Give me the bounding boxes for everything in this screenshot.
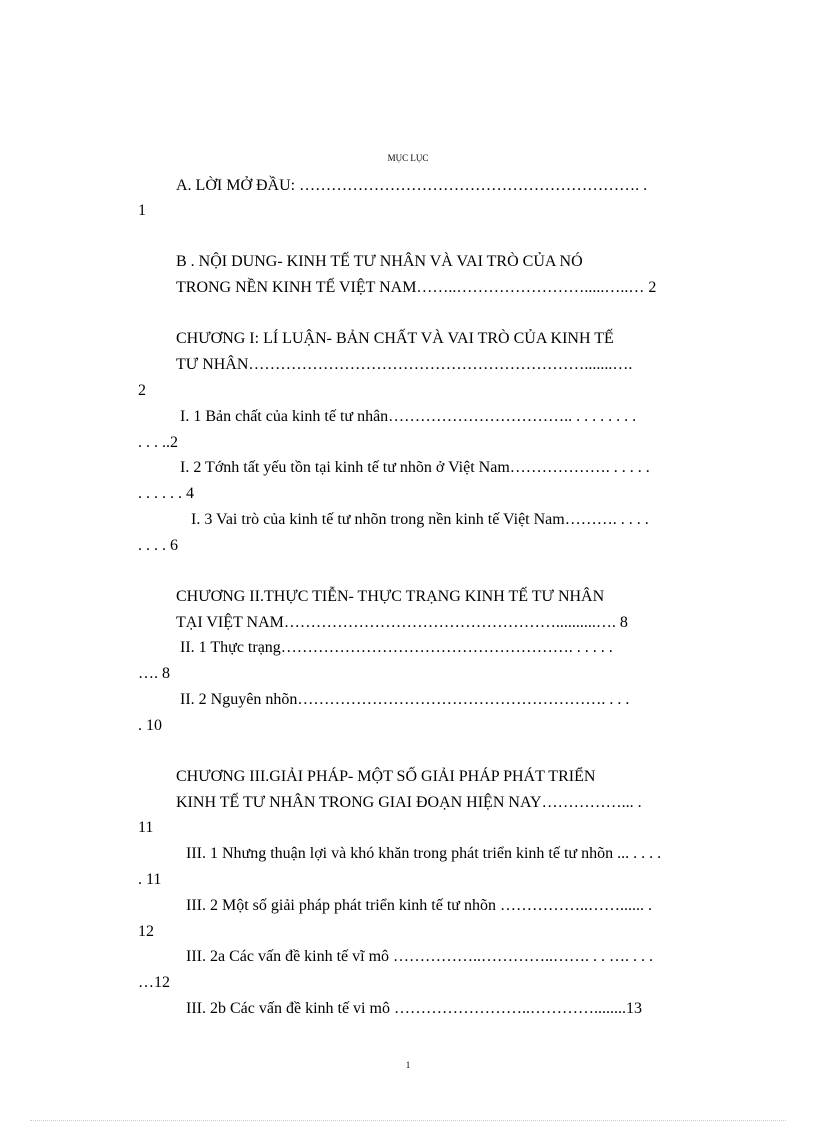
toc-entry-3-2b: III. 2b Các vấn đề kinh tế vi mô ……………………..…………........13 <box>186 1000 642 1017</box>
toc-entry-chuong-2: CHƯƠNG II.THỰC TIỄN- THỰC TRẠNG KINH TẾ TƯ NHÂN <box>176 588 605 605</box>
toc-entry-page: 1 <box>138 202 146 219</box>
toc-entry-page: . . . ..2 <box>138 434 178 451</box>
toc-entry-page: …12 <box>138 974 170 991</box>
toc-entry-page: …. 8 <box>138 665 170 682</box>
toc-entry-2-2: II. 2 Nguyên nhõn…………………………………………………. . . . <box>180 691 630 708</box>
toc-entry-3-2: III. 2 Một số giải pháp phát triển kinh tế tư nhõn ……………..……...... . <box>186 897 652 914</box>
toc-entry-page: 12 <box>138 923 154 940</box>
toc-entry-page: . . . . . . 4 <box>138 485 194 502</box>
toc-entry-3-2a: III. 2a Các vấn đề kinh tế vĩ mô ……………..…………..……. . . …. . . . <box>186 948 654 965</box>
toc-entry-page: . . . . 6 <box>138 537 178 554</box>
toc-entry-chuong-2-cont: TẠI VIỆT NAM……………………………………………..........…. 8 <box>176 614 628 631</box>
toc-entry-1-3: I. 3 Vai trò của kinh tế tư nhõn trong nền kinh tế Việt Nam………. . . . . <box>191 511 649 528</box>
toc-entry-page: . 10 <box>138 717 162 734</box>
toc-entry-noi-dung: B . NỘI DUNG- KINH TẾ TƯ NHÂN VÀ VAI TRÒ CỦA NÓ <box>176 253 583 270</box>
toc-entry-chuong-1-cont: TƯ NHÂN……………………………………………………….......…. <box>176 356 633 373</box>
toc-entry-chuong-3-cont: KINH TẾ TƯ NHÂN TRONG GIAI ĐOẠN HIỆN NAY……………... . <box>176 794 642 811</box>
page-bottom-divider <box>30 1120 786 1121</box>
toc-entry-page: . 11 <box>138 871 162 888</box>
page-number: 1 <box>405 1060 411 1070</box>
toc-entry-page: 11 <box>138 819 154 836</box>
toc-entry-chuong-1: CHƯƠNG I: LÍ LUẬN- BẢN CHẤT VÀ VAI TRÒ CỦA KINH TẾ <box>176 330 614 347</box>
toc-entry-1-2: I. 2 Tớnh tất yếu tồn tại kinh tế tư nhõn ở Việt Nam………………. . . . . . <box>180 459 650 476</box>
toc-entry-chuong-3: CHƯƠNG III.GIẢI PHÁP- MỘT SỐ GIẢI PHÁP PHÁT TRIỂN <box>176 768 596 785</box>
toc-entry-1-1: I. 1 Bản chất của kinh tế tư nhân…………………………….. . . . . . . . . <box>180 408 637 425</box>
toc-entry-2-1: II. 1 Thực trạng………………………………………………. . . . . . <box>180 639 613 656</box>
toc-entry-noi-dung-cont: TRONG NỀN KINH TẾ VIỆT NAM……..…………………….....…..… 2 <box>176 279 657 296</box>
toc-entry-page: 2 <box>138 382 146 399</box>
toc-entry-3-1: III. 1 Nhưng thuận lợi và khó khăn trong phát triển kinh tế tư nhõn ... . . . . <box>186 845 662 862</box>
toc-entry-loi-mo-dau: A. LỜI MỞ ĐẦU: ………………………………………………………. . <box>176 177 648 194</box>
toc-title: MỤC LỤC <box>387 153 429 163</box>
